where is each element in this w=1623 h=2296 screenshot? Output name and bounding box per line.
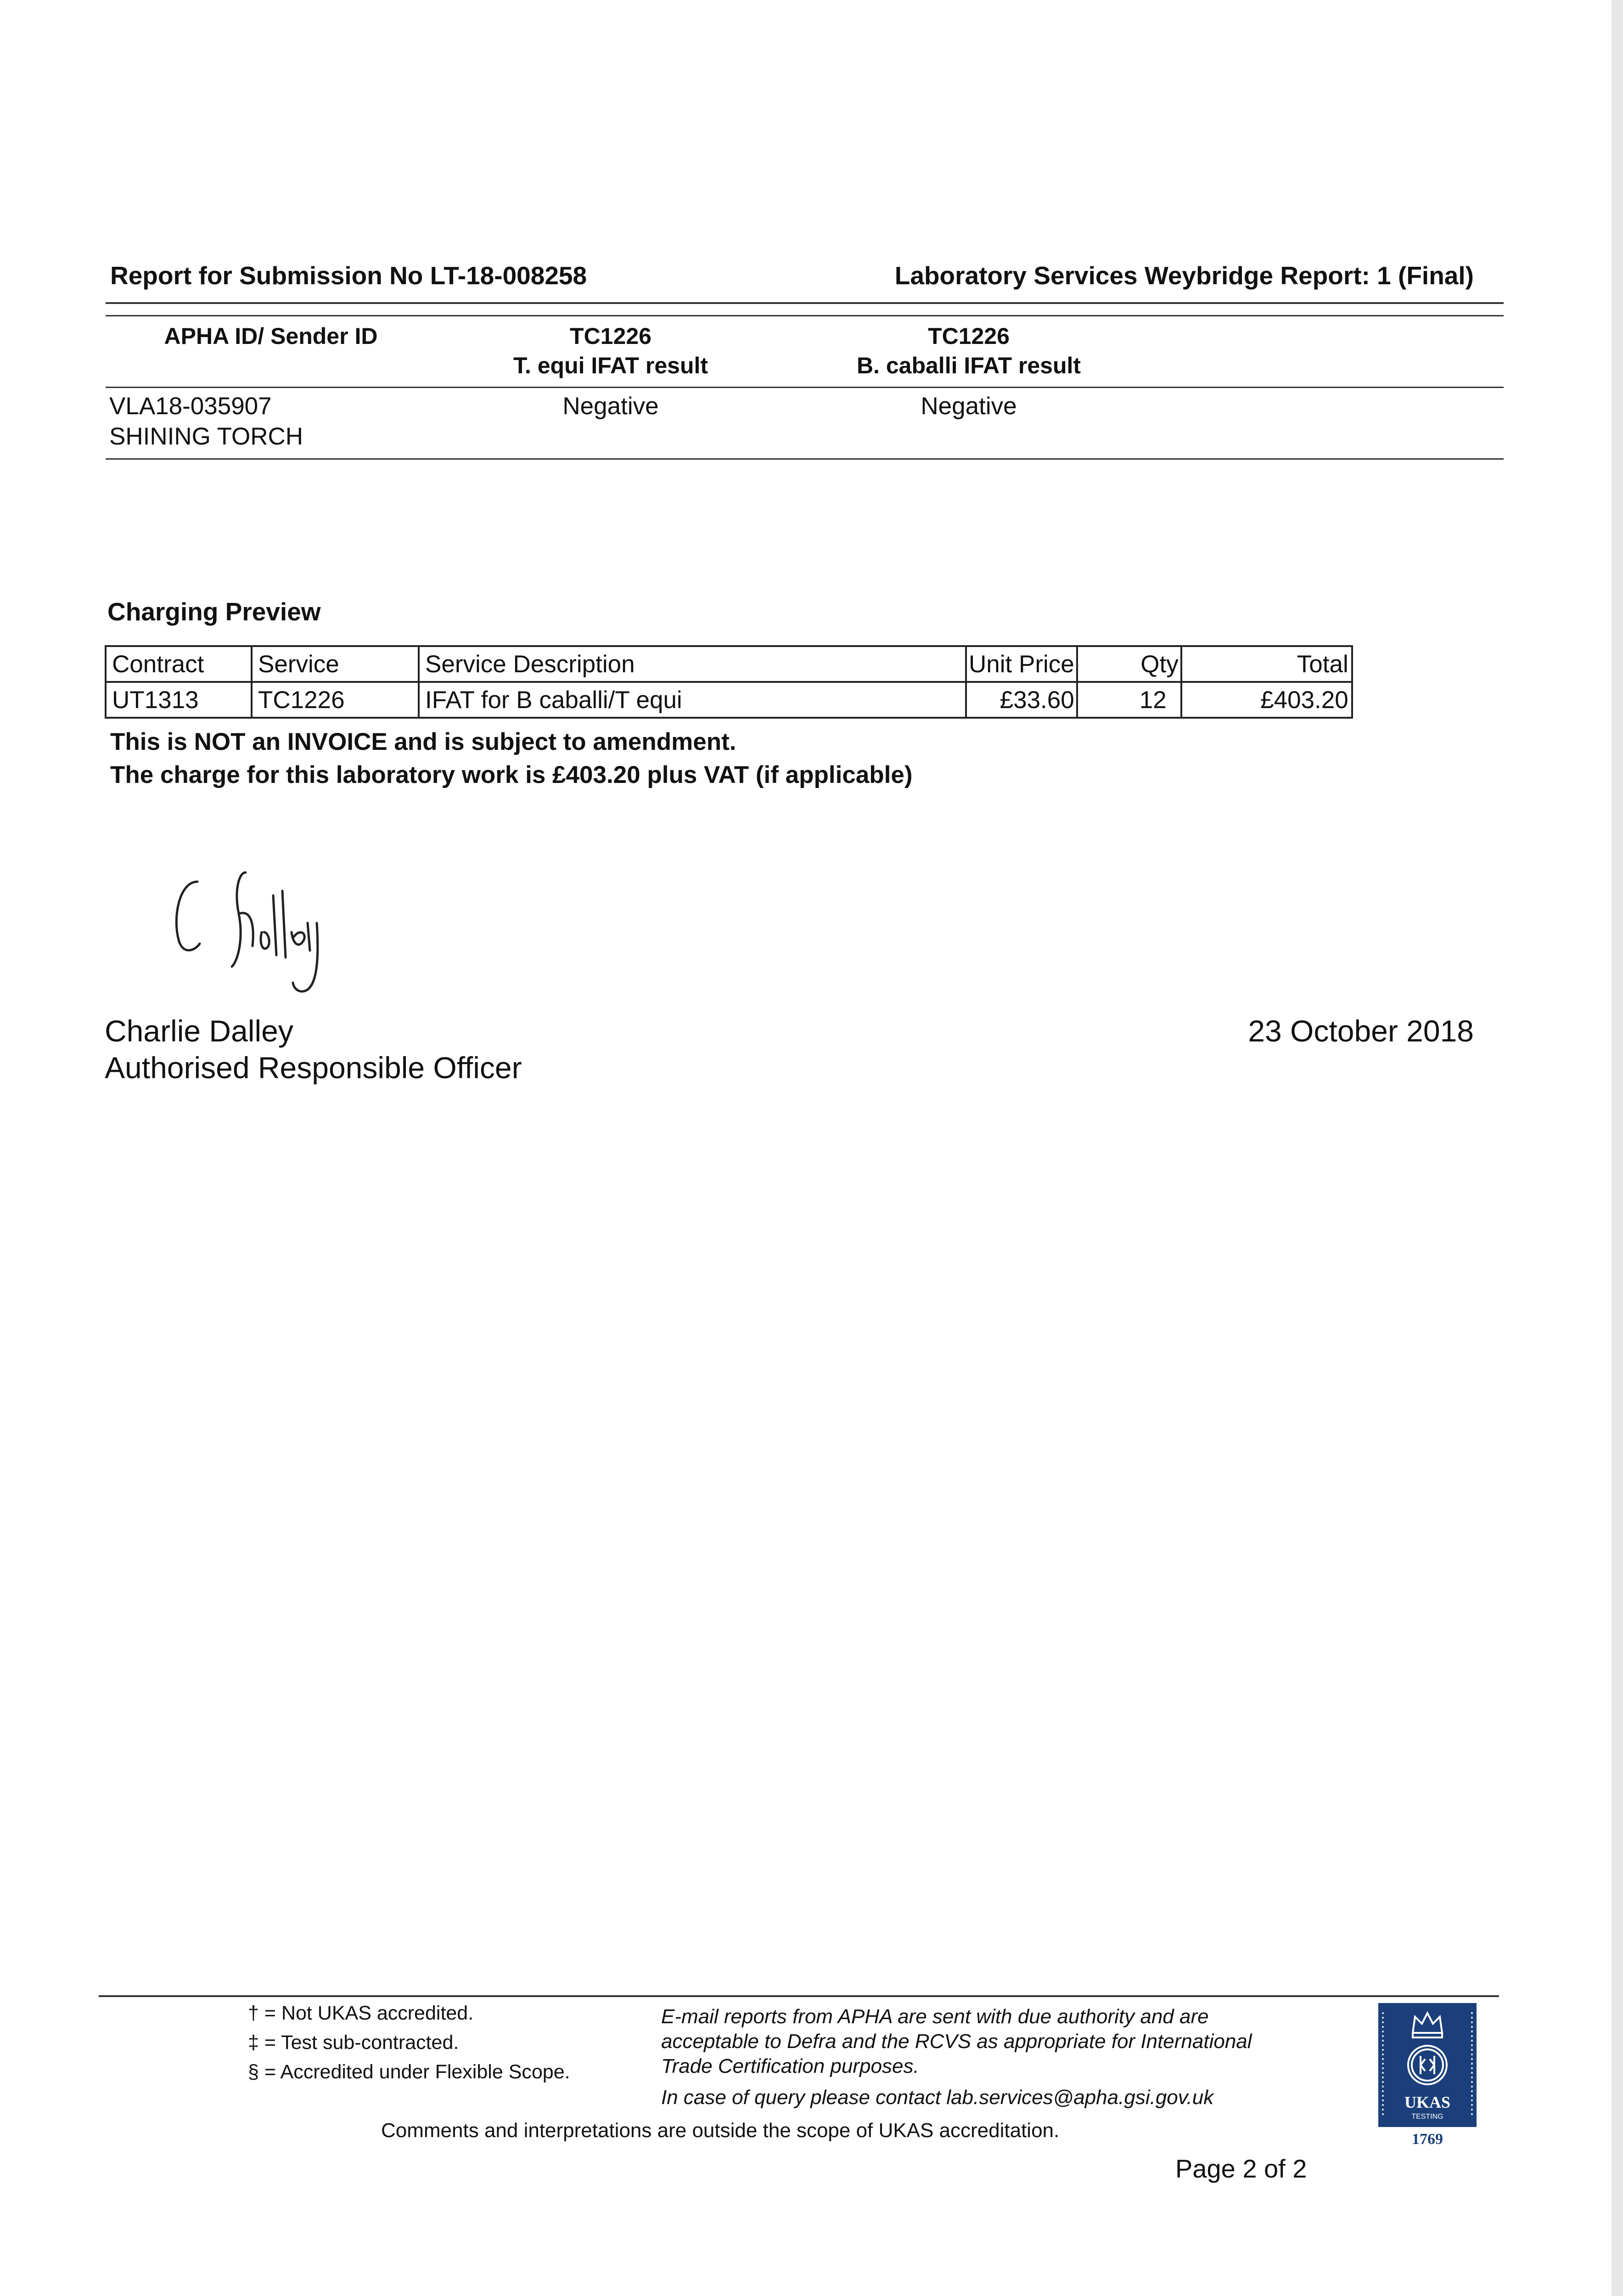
footer-rule bbox=[99, 1995, 1499, 1997]
email-note bbox=[661, 2004, 1252, 2110]
td-total: £403.20 bbox=[1181, 682, 1352, 718]
th-unit-price: Unit Price bbox=[966, 646, 1077, 682]
ukas-logo-subtext: TESTING bbox=[1411, 2113, 1443, 2121]
col-b-caballi-code: TC1226 bbox=[928, 323, 1010, 349]
legend-subcontracted: ‡ = Test sub-contracted. bbox=[248, 2032, 459, 2054]
td-unit-price: £33.60 bbox=[966, 682, 1077, 718]
ukas-number: 1769 bbox=[1412, 2131, 1443, 2148]
th-description: Service Description bbox=[419, 646, 966, 682]
submission-title: Report for Submission No LT-18-008258 bbox=[110, 261, 587, 290]
signature-image bbox=[170, 863, 335, 1001]
col-t-equi bbox=[473, 321, 748, 380]
email-note-3: Trade Certification purposes. bbox=[661, 2055, 919, 2077]
td-description: IFAT for B caballi/T equi bbox=[419, 682, 966, 718]
signatory-role: Authorised Responsible Officer bbox=[105, 1051, 522, 1085]
legend-not-ukas: † = Not UKAS accredited. bbox=[248, 2002, 474, 2024]
email-note-1: E-mail reports from APHA are sent with due authority and are bbox=[661, 2005, 1209, 2028]
email-note-2: acceptable to Defra and the RCVS as appropriate for International bbox=[661, 2030, 1252, 2053]
results-header-rule bbox=[106, 387, 1504, 388]
sender-id: SHINING TORCH bbox=[109, 423, 303, 450]
col-t-equi-code: TC1226 bbox=[570, 323, 651, 349]
t-equi-result: Negative bbox=[562, 393, 659, 420]
report-date: 23 October 2018 bbox=[1248, 1014, 1474, 1048]
th-service: Service bbox=[252, 646, 419, 682]
th-total: Total bbox=[1181, 646, 1352, 682]
th-contract: Contract bbox=[106, 646, 252, 682]
charging-table bbox=[105, 645, 1353, 719]
b-caballi-result: Negative bbox=[921, 393, 1017, 420]
ukas-logo-text: UKAS bbox=[1404, 2093, 1451, 2111]
legend-flexible-scope: § = Accredited under Flexible Scope. bbox=[248, 2061, 570, 2083]
footer-legend bbox=[248, 1998, 570, 2087]
col-apha-id: APHA ID/ Sender ID bbox=[164, 323, 378, 349]
charging-header-row bbox=[106, 646, 1352, 682]
td-service: TC1226 bbox=[252, 682, 419, 718]
td-qty: 12 bbox=[1077, 682, 1181, 718]
signatory-name: Charlie Dalley bbox=[105, 1014, 293, 1048]
results-bottom-rule bbox=[106, 458, 1504, 460]
lab-report-title: Laboratory Services Weybridge Report: 1 (Final) bbox=[894, 261, 1474, 290]
ukas-crown-icon bbox=[1378, 2003, 1477, 2127]
col-t-equi-name: T. equi IFAT result bbox=[513, 353, 708, 378]
th-qty: Qty bbox=[1077, 646, 1181, 682]
signatory-block bbox=[105, 1013, 522, 1086]
ukas-disclaimer: Comments and interpretations are outside the scope of UKAS accreditation. bbox=[381, 2119, 1060, 2142]
charging-row bbox=[106, 682, 1352, 718]
header-rule bbox=[106, 302, 1504, 304]
page-number: Page 2 of 2 bbox=[1175, 2154, 1307, 2183]
apha-id: VLA18-035907 bbox=[109, 393, 272, 420]
col-b-caballi bbox=[817, 321, 1120, 380]
contact-note: In case of query please contact lab.services@apha.gsi.gov.uk bbox=[661, 2086, 1214, 2109]
ukas-logo bbox=[1378, 2003, 1477, 2127]
col-b-caballi-name: B. caballi IFAT result bbox=[856, 353, 1081, 378]
invoice-notice-1: This is NOT an INVOICE and is subject to amendment. bbox=[110, 728, 736, 755]
charging-title: Charging Preview bbox=[107, 597, 321, 626]
invoice-notice bbox=[110, 726, 913, 792]
result-row-id bbox=[109, 391, 303, 452]
scan-edge bbox=[1612, 0, 1623, 2296]
td-contract: UT1313 bbox=[106, 682, 252, 718]
invoice-notice-2: The charge for this laboratory work is £403.20 plus VAT (if applicable) bbox=[110, 761, 913, 788]
header-rule-2 bbox=[106, 315, 1504, 316]
